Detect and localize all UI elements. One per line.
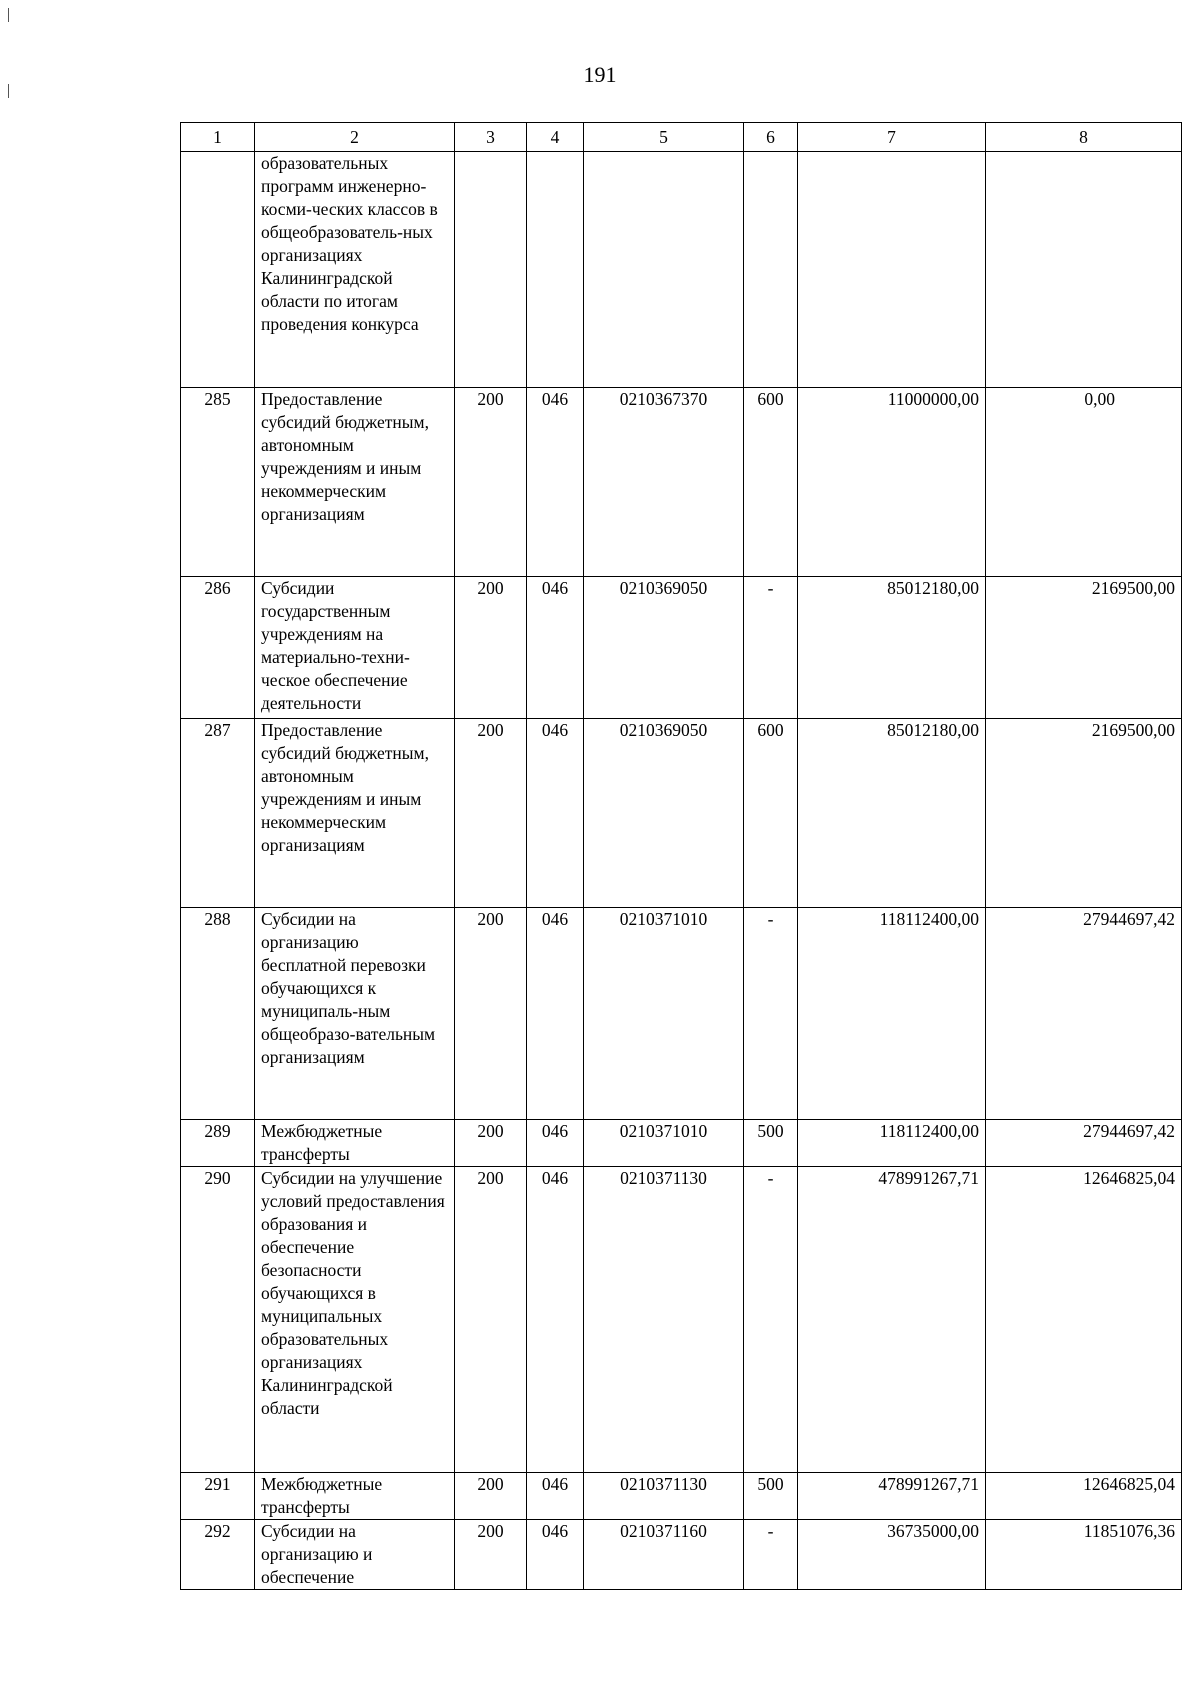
row-name: Межбюджетные трансферты: [255, 1473, 455, 1520]
row-number: 286: [181, 577, 255, 719]
row-name: Субсидии на организацию бесплатной перевозки обучающихся к муниципаль-ным общеобразо-вательным организациям: [255, 908, 455, 1120]
column-header: 5: [584, 123, 744, 152]
row-col6: 600: [744, 388, 798, 577]
table-row: [181, 577, 1182, 719]
table-row: [181, 388, 1182, 577]
row-col3: 200: [455, 1473, 527, 1520]
row-number: 292: [181, 1520, 255, 1590]
table-row: [181, 1473, 1182, 1520]
table-row: [181, 1120, 1182, 1167]
column-header: 7: [798, 123, 986, 152]
row-col6: 500: [744, 1473, 798, 1520]
row-col8: 0,00: [986, 388, 1182, 577]
row-col8: 12646825,04: [986, 1167, 1182, 1473]
row-col7: 118112400,00: [798, 908, 986, 1120]
row-number: 290: [181, 1167, 255, 1473]
row-col3: 200: [455, 719, 527, 908]
row-col4: 046: [527, 1167, 584, 1473]
row-col6: 600: [744, 719, 798, 908]
page-number: 191: [583, 62, 617, 87]
column-header: 6: [744, 123, 798, 152]
row-col6: 500: [744, 1120, 798, 1167]
row-col3: 200: [455, 1167, 527, 1473]
row-col7: [798, 152, 986, 388]
row-name: Субсидии государственным учреждениям на материально-техни-ческое обеспечение деятельности: [255, 577, 455, 719]
row-col5: 0210371130: [584, 1167, 744, 1473]
table-row: [181, 719, 1182, 908]
row-number: [181, 152, 255, 388]
row-col3: 200: [455, 908, 527, 1120]
row-col8: 2169500,00: [986, 577, 1182, 719]
row-col5: 0210371130: [584, 1473, 744, 1520]
row-col3: 200: [455, 577, 527, 719]
row-number: 291: [181, 1473, 255, 1520]
row-col7: 478991267,71: [798, 1473, 986, 1520]
column-header: 2: [255, 123, 455, 152]
row-col7: 85012180,00: [798, 719, 986, 908]
table-row: [181, 1167, 1182, 1473]
row-col4: 046: [527, 388, 584, 577]
row-col8: 27944697,42: [986, 1120, 1182, 1167]
row-col6: -: [744, 908, 798, 1120]
row-col6: -: [744, 1520, 798, 1590]
row-col6: -: [744, 577, 798, 719]
row-col7: 478991267,71: [798, 1167, 986, 1473]
row-col6: [744, 152, 798, 388]
row-col8: 11851076,36: [986, 1520, 1182, 1590]
row-name: Субсидии на организацию и обеспечение: [255, 1520, 455, 1590]
table-header-row: [181, 123, 1182, 152]
row-col4: 046: [527, 1520, 584, 1590]
scan-edge-mark: [8, 8, 9, 22]
row-col7: 118112400,00: [798, 1120, 986, 1167]
row-col3: [455, 152, 527, 388]
row-col4: 046: [527, 1120, 584, 1167]
column-header: 4: [527, 123, 584, 152]
row-number: 288: [181, 908, 255, 1120]
table-row: [181, 1520, 1182, 1590]
row-col4: [527, 152, 584, 388]
row-col5: 0210369050: [584, 577, 744, 719]
row-number: 285: [181, 388, 255, 577]
row-col4: 046: [527, 908, 584, 1120]
row-col5: [584, 152, 744, 388]
budget-table: [180, 122, 1182, 1590]
row-col7: 85012180,00: [798, 577, 986, 719]
row-name: Предоставление субсидий бюджетным, автономным учреждениям и иным некоммерческим организациям: [255, 388, 455, 577]
row-col3: 200: [455, 388, 527, 577]
row-col5: 0210369050: [584, 719, 744, 908]
row-col8: [986, 152, 1182, 388]
row-col3: 200: [455, 1520, 527, 1590]
row-col4: 046: [527, 1473, 584, 1520]
row-col8: 12646825,04: [986, 1473, 1182, 1520]
row-col4: 046: [527, 577, 584, 719]
table-row: [181, 152, 1182, 388]
row-name: Предоставление субсидий бюджетным, автономным учреждениям и иным некоммерческим организациям: [255, 719, 455, 908]
table-row: [181, 908, 1182, 1120]
row-col5: 0210371010: [584, 1120, 744, 1167]
row-col4: 046: [527, 719, 584, 908]
row-col7: 36735000,00: [798, 1520, 986, 1590]
row-name: образовательных программ инженерно-косми-ческих классов в общеобразователь-ных организациях Калининградской области по итогам проведения конкурса: [255, 152, 455, 388]
column-header: 1: [181, 123, 255, 152]
row-col5: 0210371010: [584, 908, 744, 1120]
column-header: 3: [455, 123, 527, 152]
row-col8: 27944697,42: [986, 908, 1182, 1120]
row-col6: -: [744, 1167, 798, 1473]
row-number: 289: [181, 1120, 255, 1167]
row-number: 287: [181, 719, 255, 908]
row-col3: 200: [455, 1120, 527, 1167]
row-col5: 0210371160: [584, 1520, 744, 1590]
row-col8: 2169500,00: [986, 719, 1182, 908]
row-name: Субсидии на улучшение условий предоставления образования и обеспечение безопасности обучающихся в муниципальных образовательных организациях Калининградской области: [255, 1167, 455, 1473]
column-header: 8: [986, 123, 1182, 152]
row-col7: 11000000,00: [798, 388, 986, 577]
row-name: Межбюджетные трансферты: [255, 1120, 455, 1167]
row-col5: 0210367370: [584, 388, 744, 577]
